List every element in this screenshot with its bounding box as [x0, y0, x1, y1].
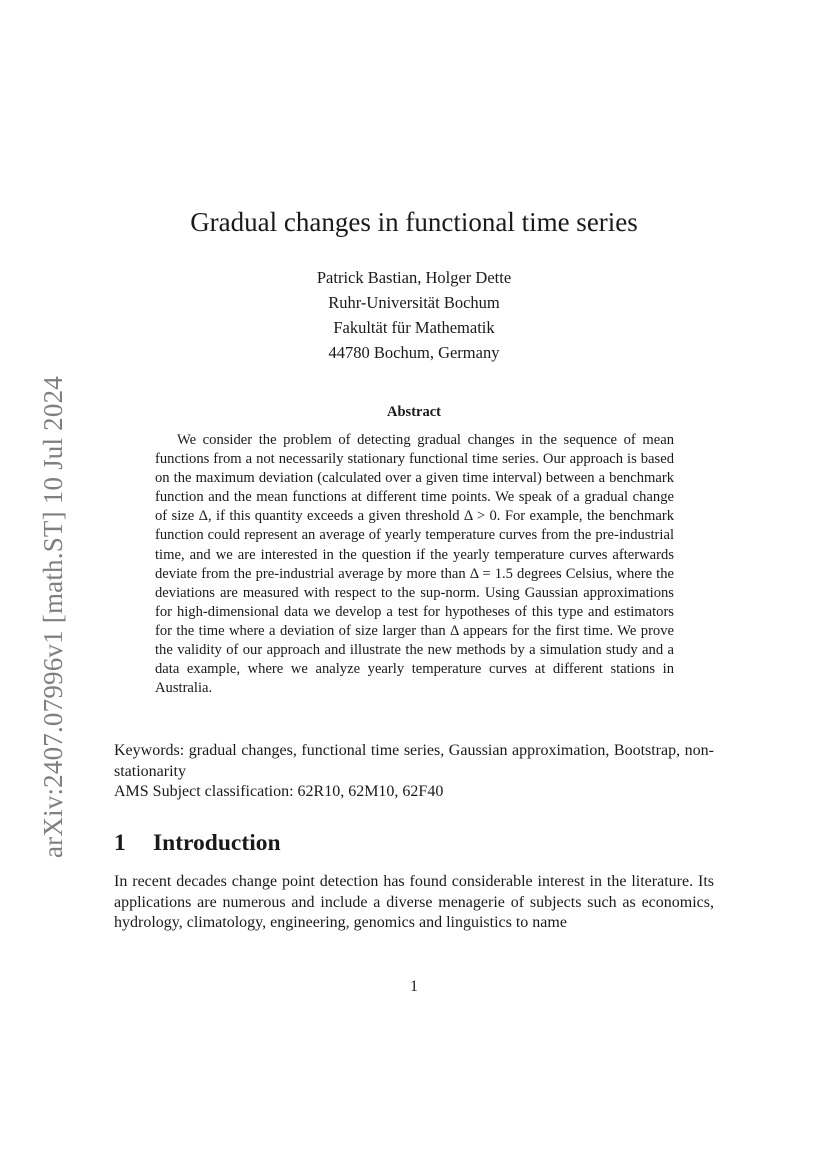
- section-heading-introduction: [114, 828, 281, 858]
- ams-classification: AMS Subject classification: 62R10, 62M10, 62F40: [114, 783, 444, 800]
- abstract-text: We consider the problem of detecting gradual changes in the sequence of mean functions from a not necessarily stationary functional time series. Our approach is based on the maximum deviation (calculated over a given time interval) between a benchmark function and the mean functions at different time points. We speak of a gradual change of size Δ, if this quantity exceeds a given threshold Δ > 0. For example, the benchmark function could represent an average of yearly temperature curves from the pre-industrial time, and we are interested in the question if the yearly temperature curves afterwards deviate from the pre-industrial average by more than Δ = 1.5 degrees Celsius, where the deviations are measured with respect to the sup-norm. Using Gaussian approximations for high-dimensional data we develop a test for hypotheses of this type and estimators for the time where a deviation of size larger than Δ appears for the first time. We prove the validity of our approach and illustrate the new methods by a simulation study and a data example, where we analyze yearly temperature curves at different stations in Australia.: [155, 432, 674, 697]
- abstract-heading: Abstract: [387, 404, 441, 420]
- page-number: 1: [410, 978, 418, 995]
- introduction-paragraph: In recent decades change point detection has found considerable interest in the literature. Its applications are numerous and include a diverse menagerie of subjects such as economics, hydrology, climatology, engineering, genomics and linguistics to name: [114, 873, 714, 931]
- author-faculty: Fakultät für Mathematik: [333, 318, 495, 337]
- keywords-line: Keywords: gradual changes, functional time series, Gaussian approximation, Bootstrap, non-stationarity: [114, 742, 714, 780]
- author-university: Ruhr-Universität Bochum: [328, 293, 500, 312]
- author-names: Patrick Bastian, Holger Dette: [316, 268, 512, 287]
- author-block: [0, 265, 828, 365]
- section-number: 1: [114, 830, 126, 856]
- section-title: Introduction: [153, 830, 281, 856]
- arxiv-identifier-stamp: arXiv:2407.07996v1 [math.ST] 10 Jul 2024: [38, 376, 68, 858]
- paper-title: Gradual changes in functional time series: [190, 207, 638, 237]
- author-address: 44780 Bochum, Germany: [328, 343, 500, 362]
